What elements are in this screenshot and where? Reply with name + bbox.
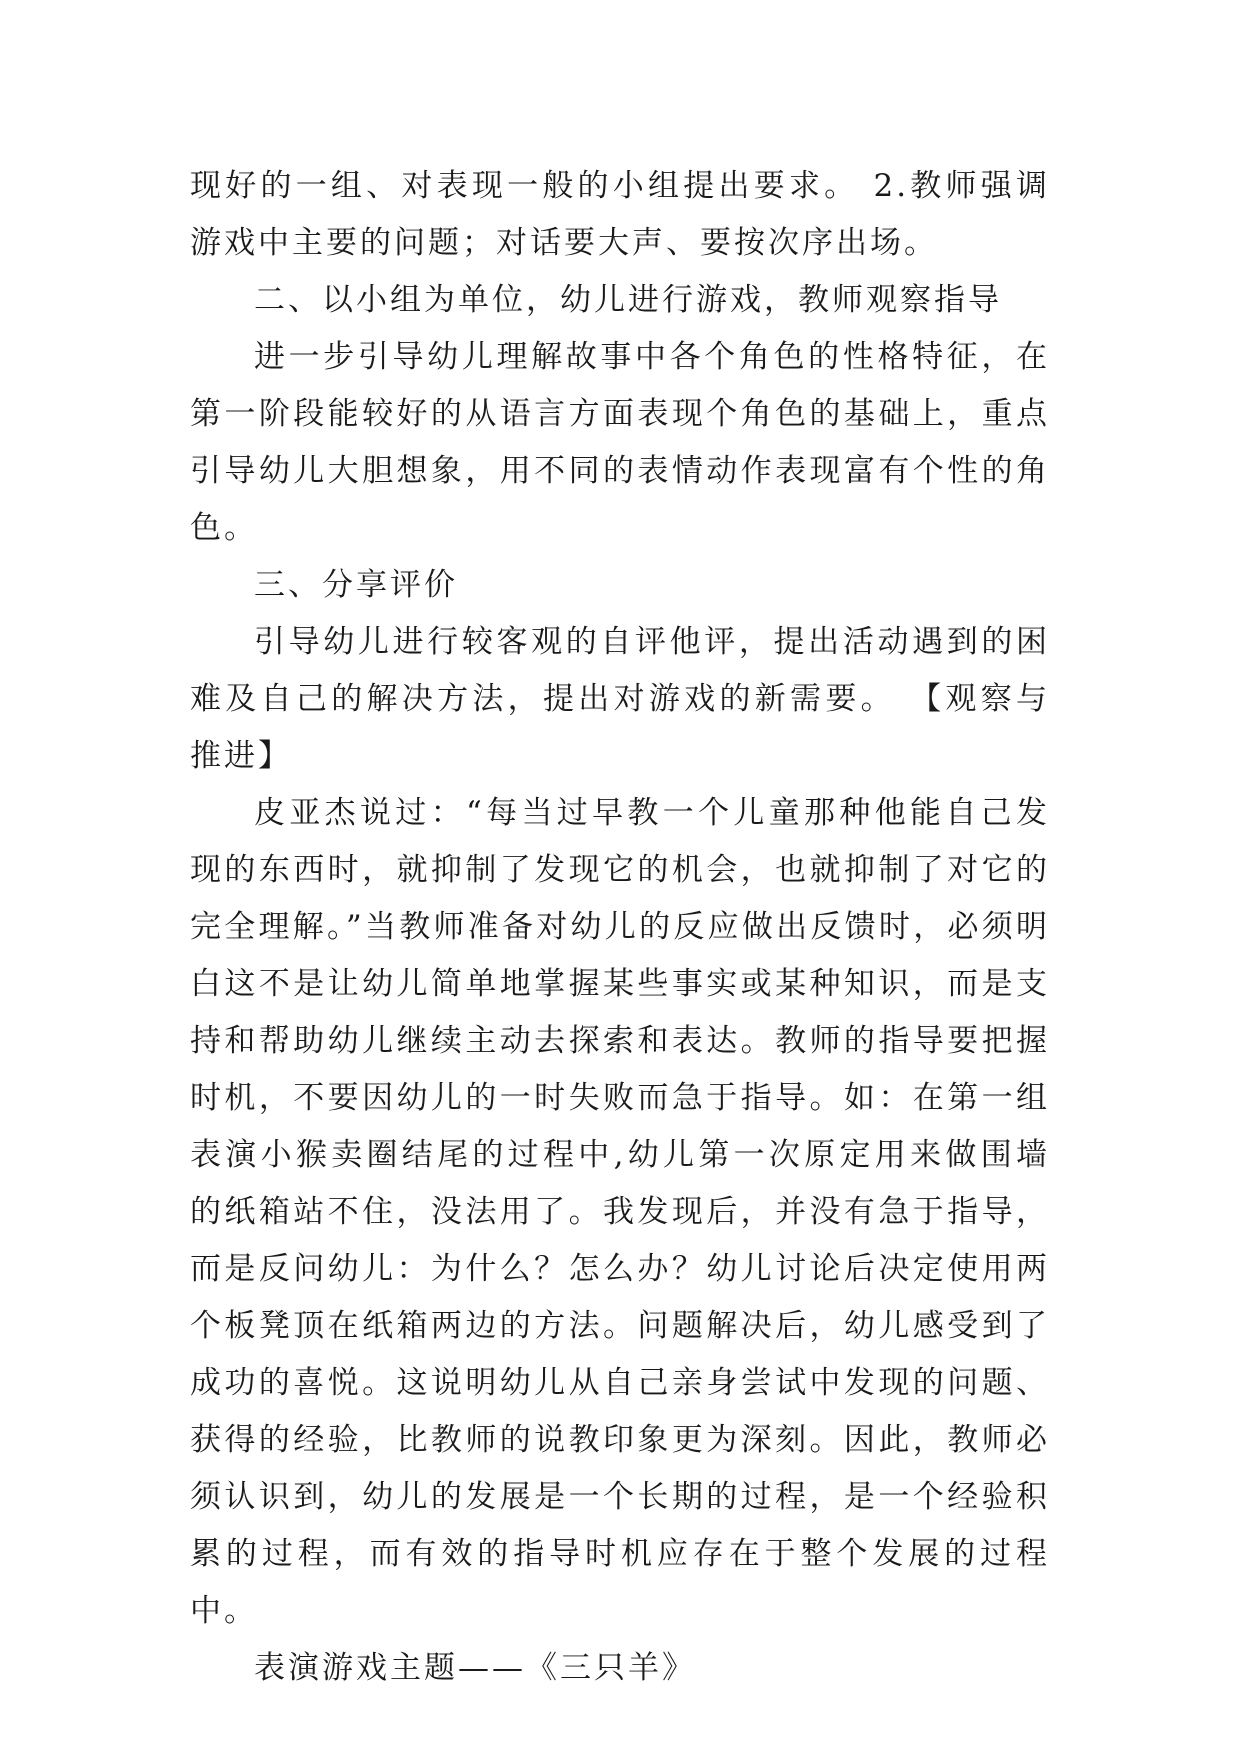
section-heading-group-play: 二、以小组为单位，幼儿进行游戏，教师观察指导 xyxy=(254,282,1002,318)
section-heading-sharing-evaluation: 三、分享评价 xyxy=(254,567,458,603)
paragraph-continuation: 现好的一组、对表现一般的小组提出要求。 2.教师强调游戏中主要的问题；对话要大声、要按次序出场。 xyxy=(190,168,1050,261)
paragraph-evaluation: 引导幼儿进行较客观的自评他评，提出活动遇到的困难及自己的解决方法，提出对游戏的新需要。 【观察与推进】 xyxy=(190,624,1050,774)
paragraph-piaget-quote: 皮亚杰说过：“每当过早教一个儿童那种他能自己发现的东西时，就抑制了发现它的机会，也就抑制了对它的完全理解。”当教师准备对幼儿的反应做出反馈时，必须明白这不是让幼儿简单地掌握某些事实或某种知识，而是支持和帮助幼儿继续主动去探索和表达。教师的指导要把握时机，不要因幼儿的一时失败而急于指导。如：在第一组表演小猴卖圈结尾的过程中,幼儿第一次原定用来做围墙的纸箱站不住，没法用了。我发现后，并没有急于指导，而是反问幼儿：为什么？怎么办？幼儿讨论后决定使用两个板凳顶在纸箱两边的方法。问题解决后，幼儿感受到了成功的喜悦。这说明幼儿从自己亲身尝试中发现的问题、获得的经验，比教师的说教印象更为深刻。因此，教师必须认识到，幼儿的发展是一个长期的过程，是一个经验积累的过程，而有效的指导时机应存在于整个发展的过程中。 xyxy=(190,795,1050,1629)
paragraph-guidance: 进一步引导幼儿理解故事中各个角色的性格特征，在第一阶段能较好的从语言方面表现个角色的基础上，重点引导幼儿大胆想象，用不同的表情动作表现富有个性的角色。 xyxy=(190,339,1050,546)
document-body xyxy=(190,158,1050,1697)
paragraph-game-theme: 表演游戏主题——《三只羊》 xyxy=(254,1650,696,1686)
